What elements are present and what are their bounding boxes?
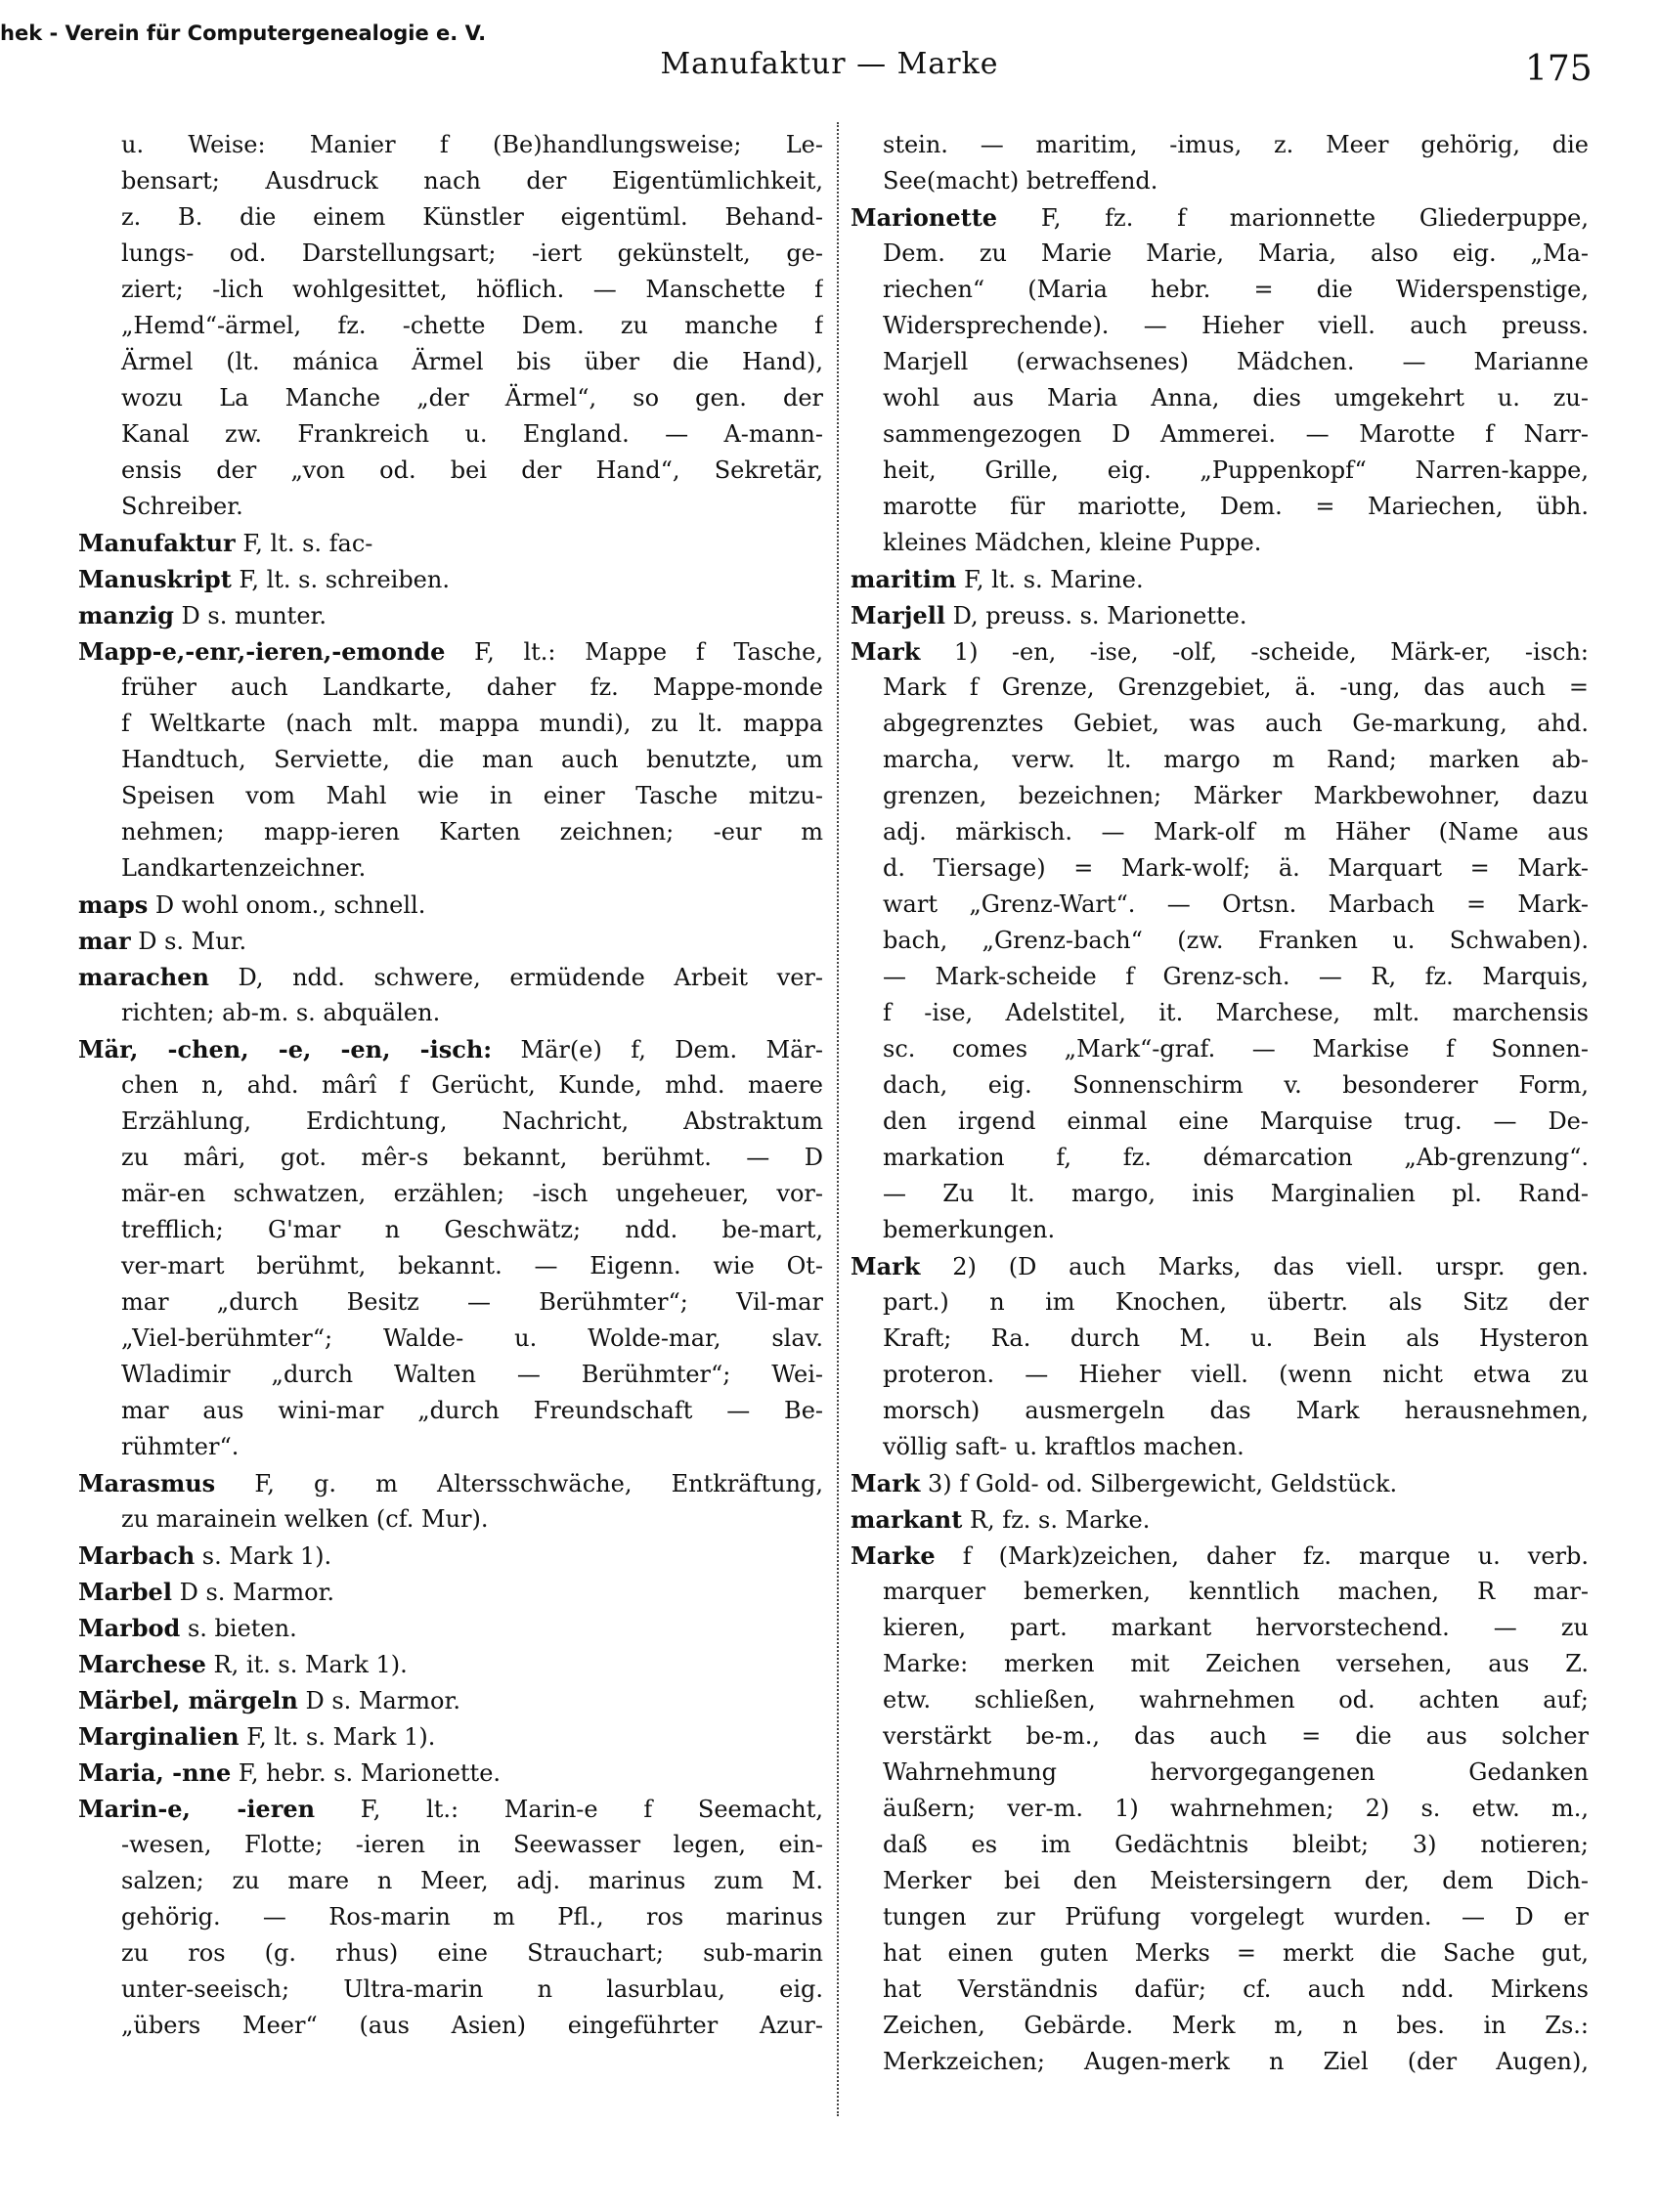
headword: Maria, -nne <box>78 1758 232 1787</box>
line-text: F, lt.: Marin-e f Seemacht, <box>315 1796 823 1823</box>
text-line <box>851 1393 1589 1429</box>
line-text: markation f, fz. démarcation „Ab-grenzung“. <box>883 1144 1589 1171</box>
text-line <box>78 344 823 380</box>
text-line <box>851 308 1589 344</box>
line-text: F, lt. s. fac- <box>235 530 373 557</box>
line-text: F, lt. s. schreiben. <box>231 566 450 593</box>
line-text: D s. Mur. <box>130 928 247 955</box>
text-line <box>78 670 823 706</box>
line-text: D s. Marmor. <box>171 1579 335 1606</box>
headword: Marasmus <box>78 1469 216 1497</box>
text-line <box>78 1067 823 1104</box>
line-text: tungen zur Prüfung vorgelegt wurden. — D er <box>883 1903 1589 1930</box>
line-text: proteron. — Hieher viell. (wenn nicht etwa zu <box>883 1361 1589 1388</box>
headword: Mark <box>851 1252 921 1280</box>
headword: Mär, -chen, -e, -en, -isch: <box>78 1035 493 1063</box>
text-line <box>78 2008 823 2044</box>
line-text: mar „durch Besitz — Berühmter“; Vil-mar <box>121 1288 823 1316</box>
dictionary-entry-line <box>851 199 1589 236</box>
text-line <box>78 1357 823 1393</box>
line-text: F, hebr. s. Marionette. <box>231 1759 502 1787</box>
line-text: wozu La Manche „der Ärmel“, so gen. der <box>121 384 823 412</box>
text-line <box>78 453 823 489</box>
line-text: Merkzeichen; Augen-merk n Ziel (der Augen), <box>883 2048 1589 2075</box>
text-line <box>851 887 1589 923</box>
text-line <box>78 706 823 742</box>
text-line <box>851 1755 1589 1791</box>
line-text: bensart; Ausdruck nach der Eigentümlichkeit, <box>121 167 823 195</box>
line-text: f (Mark)zeichen, daher fz. marque u. verb. <box>935 1542 1589 1570</box>
line-text: Wladimir „durch Walten — Berühmter“; Wei- <box>121 1361 823 1388</box>
page-number: 175 <box>1525 49 1593 89</box>
line-text: verstärkt be-m., das auch = die aus solcher <box>883 1722 1589 1750</box>
line-text: D wohl onom., schnell. <box>148 891 426 919</box>
text-line <box>851 1574 1589 1610</box>
line-text: Mark f Grenze, Grenzgebiet, ä. -ung, das auch = <box>883 673 1589 701</box>
text-line <box>851 814 1589 850</box>
line-text: z. B. die einem Künstler eigentüml. Behand- <box>121 203 823 231</box>
line-text: ensis der „von od. bei der Hand“, Sekretär, <box>121 456 823 484</box>
line-text: den irgend einmal eine Marquise trug. — De- <box>883 1107 1589 1135</box>
text-line <box>851 1972 1589 2008</box>
line-text: -wesen, Flotte; -ieren in Seewasser legen, ein- <box>121 1831 823 1858</box>
text-line <box>78 1429 823 1465</box>
text-line <box>78 308 823 344</box>
dictionary-entry-line <box>78 1682 823 1718</box>
text-line <box>851 2008 1589 2044</box>
line-text: part.) n im Knochen, übertr. als Sitz der <box>883 1288 1589 1316</box>
text-line <box>78 416 823 453</box>
text-line <box>78 199 823 236</box>
dictionary-entry-line <box>851 1248 1589 1284</box>
headword: Mark <box>851 1469 921 1497</box>
line-text: 2) (D auch Marks, das viell. urspr. gen. <box>920 1253 1589 1280</box>
dictionary-entry-line <box>78 633 823 670</box>
line-text: Kanal zw. Frankreich u. England. — A-mann- <box>121 420 823 448</box>
line-text: 1) -en, -ise, -olf, -scheide, Märk-er, -isch: <box>920 638 1589 666</box>
text-line <box>78 272 823 308</box>
text-line <box>78 778 823 814</box>
dictionary-entry-line <box>78 1718 823 1755</box>
line-text: — Mark-scheide f Grenz-sch. — R, fz. Marquis, <box>883 963 1589 990</box>
line-text: d. Tiersage) = Mark-wolf; ä. Marquart = Mark- <box>883 854 1589 882</box>
text-line <box>851 850 1589 887</box>
line-text: F, lt.: Mappe f Tasche, <box>445 638 823 666</box>
text-line <box>78 1321 823 1357</box>
text-line <box>78 127 823 163</box>
text-line <box>78 1393 823 1429</box>
text-line <box>851 995 1589 1031</box>
text-line <box>851 1935 1589 1972</box>
dictionary-entry-line <box>851 561 1589 597</box>
line-text: F, g. m Altersschwäche, Entkräftung, <box>215 1470 823 1497</box>
line-text: D, ndd. schwere, ermüdende Arbeit ver- <box>208 964 823 991</box>
watermark: hek - Verein für Computergenealogie e. V. <box>0 22 487 45</box>
text-line <box>851 525 1589 561</box>
line-text: chen n, ahd. mârî f Gerücht, Kunde, mhd. maere <box>121 1071 823 1099</box>
line-text: F, lt. s. Mark 1). <box>239 1723 436 1751</box>
text-line <box>851 742 1589 778</box>
text-line <box>851 272 1589 308</box>
line-text: Mär(e) f, Dem. Mär- <box>492 1036 823 1063</box>
line-text: D s. Marmor. <box>297 1687 460 1714</box>
dictionary-entry-line <box>851 633 1589 670</box>
line-text: unter-seeisch; Ultra-marin n lasurblau, eig. <box>121 1975 823 2003</box>
line-text: gehörig. — Ros-marin m Pfl., ros marinus <box>121 1903 823 1930</box>
line-text: äußern; ver-m. 1) wahrnehmen; 2) s. etw. m., <box>883 1795 1589 1822</box>
text-line <box>78 1899 823 1935</box>
dictionary-entry-line <box>851 1538 1589 1574</box>
line-text: kieren, part. markant hervorstechend. — zu <box>883 1614 1589 1641</box>
headword: maps <box>78 890 149 919</box>
text-line <box>78 1827 823 1863</box>
dictionary-entry-line <box>78 1574 823 1610</box>
line-text: Handtuch, Serviette, die man auch benutzte, um <box>121 746 823 773</box>
dictionary-entry-line <box>78 561 823 597</box>
text-line <box>78 1104 823 1140</box>
dictionary-entry-line <box>78 597 823 633</box>
text-line <box>851 670 1589 706</box>
column-divider <box>837 122 839 2116</box>
text-line <box>78 1176 823 1212</box>
line-text: Merker bei den Meistersingern der, dem Dich- <box>883 1867 1589 1894</box>
text-line <box>78 1248 823 1284</box>
headword: Marginalien <box>78 1722 240 1751</box>
line-text: f -ise, Adelstitel, it. Marchese, mlt. marchensis <box>883 999 1589 1026</box>
line-text: hat einen guten Merks = merkt die Sache gut, <box>883 1939 1589 1967</box>
line-text: „Viel-berühmter“; Walde- u. Wolde-mar, slav. <box>121 1324 823 1352</box>
line-text: D, preuss. s. Marionette. <box>944 602 1247 629</box>
line-text: Landkartenzeichner. <box>121 854 367 882</box>
line-text: D s. munter. <box>173 602 327 629</box>
dictionary-entry-line <box>78 1610 823 1646</box>
line-text: Wahrnehmung hervorgegangenen Gedanken <box>883 1758 1589 1786</box>
line-text: völlig saft- u. kraftlos machen. <box>883 1433 1244 1460</box>
line-text: lungs- od. Darstellungsart; -iert gekünstelt, ge- <box>121 239 823 267</box>
text-line <box>851 923 1589 959</box>
text-line <box>851 1610 1589 1646</box>
text-line <box>851 1791 1589 1827</box>
headword: mar <box>78 927 131 955</box>
line-text: R, fz. s. Marke. <box>962 1506 1151 1534</box>
headword: Marin-e, -ieren <box>78 1795 316 1823</box>
line-text: See(macht) betreffend. <box>883 167 1158 195</box>
line-text: Schreiber. <box>121 493 243 520</box>
text-line <box>851 1176 1589 1212</box>
line-text: nehmen; mapp-ieren Karten zeichnen; -eur m <box>121 818 823 846</box>
dictionary-entry-line <box>78 1755 823 1791</box>
line-text: marotte für mariotte, Dem. = Mariechen, übh. <box>883 493 1589 520</box>
line-text: — Zu lt. margo, inis Marginalien pl. Rand- <box>883 1180 1589 1207</box>
line-text: marcha, verw. lt. margo m Rand; marken ab- <box>883 746 1589 773</box>
line-text: F, fz. f marionnette Gliederpuppe, <box>997 204 1589 232</box>
line-text: bach, „Grenz-bach“ (zw. Franken u. Schwaben). <box>883 927 1589 954</box>
line-text: R, it. s. Mark 1). <box>205 1651 408 1678</box>
headword: maritim <box>851 565 957 593</box>
headword: Manufaktur <box>78 529 236 557</box>
line-text: mar aus wini-mar „durch Freundschaft — Be- <box>121 1397 823 1424</box>
text-line <box>78 1140 823 1176</box>
line-text: trefflich; G'mar n Geschwätz; ndd. be-mart, <box>121 1216 823 1243</box>
headword: marachen <box>78 963 209 991</box>
line-text: s. Mark 1). <box>195 1542 332 1570</box>
right-column <box>851 127 1589 2080</box>
line-text: „Hemd“-ärmel, fz. -chette Dem. zu manche f <box>121 312 823 339</box>
text-line <box>78 1212 823 1248</box>
headword: Manuskript <box>78 565 232 593</box>
text-line <box>851 344 1589 380</box>
left-column <box>78 127 823 2044</box>
line-text: Erzählung, Erdichtung, Nachricht, Abstraktum <box>121 1107 823 1135</box>
dictionary-entry-line <box>78 923 823 959</box>
line-text: etw. schließen, wahrnehmen od. achten auf; <box>883 1686 1589 1713</box>
text-line <box>78 1284 823 1321</box>
text-line <box>851 1321 1589 1357</box>
line-text: salzen; zu mare n Meer, adj. marinus zum M. <box>121 1867 823 1894</box>
line-text: zu marainein welken (cf. Mur). <box>121 1505 489 1533</box>
text-line <box>851 1682 1589 1718</box>
line-text: Kraft; Ra. durch M. u. Bein als Hysteron <box>883 1324 1589 1352</box>
line-text: wart „Grenz-Wart“. — Ortsn. Marbach = Mark- <box>883 890 1589 918</box>
line-text: wohl aus Maria Anna, dies umgekehrt u. zu- <box>883 384 1589 412</box>
dictionary-entry-line <box>78 1791 823 1827</box>
text-line <box>851 1104 1589 1140</box>
text-line <box>851 1718 1589 1755</box>
line-text: F, lt. s. Marine. <box>956 566 1144 593</box>
text-line <box>851 959 1589 995</box>
line-text: richten; ab-m. s. abquälen. <box>121 999 441 1026</box>
dictionary-entry-line <box>78 887 823 923</box>
headword: Marchese <box>78 1650 206 1678</box>
text-line <box>851 127 1589 163</box>
line-text: Dem. zu Marie Marie, Maria, also eig. „Ma- <box>883 239 1589 267</box>
headword: Mapp-e,-enr,-ieren,-emonde <box>78 637 446 666</box>
text-line <box>851 1863 1589 1899</box>
dictionary-entry-line <box>851 597 1589 633</box>
headword: Mark <box>851 637 921 666</box>
line-text: Marke: merken mit Zeichen versehen, aus Z. <box>883 1650 1589 1677</box>
line-text: ver-mart berühmt, bekannt. — Eigenn. wie Ot- <box>121 1252 823 1279</box>
text-line <box>851 163 1589 199</box>
dictionary-entry-line <box>78 959 823 995</box>
dictionary-entry-line <box>851 1501 1589 1538</box>
text-line <box>851 1429 1589 1465</box>
text-line <box>78 1972 823 2008</box>
line-text: 3) f Gold- od. Silbergewicht, Geldstück. <box>920 1470 1398 1497</box>
headword: Marbach <box>78 1541 196 1570</box>
headword: Märbel, märgeln <box>78 1686 298 1714</box>
headword: manzig <box>78 601 174 629</box>
line-text: grenzen, bezeichnen; Märker Markbewohner, dazu <box>883 782 1589 809</box>
line-text: Zeichen, Gebärde. Merk m, n bes. in Zs.: <box>883 2012 1589 2039</box>
dictionary-entry-line <box>78 1646 823 1682</box>
line-text: „übers Meer“ (aus Asien) eingeführter Azur- <box>121 2012 823 2039</box>
text-line <box>78 1501 823 1538</box>
line-text: Speisen vom Mahl wie in einer Tasche mitzu- <box>121 782 823 809</box>
text-line <box>851 453 1589 489</box>
text-line <box>78 236 823 272</box>
line-text: marquer bemerken, kenntlich machen, R mar- <box>883 1578 1589 1605</box>
text-line <box>851 236 1589 272</box>
text-line <box>78 995 823 1031</box>
text-line <box>851 706 1589 742</box>
running-title: Manufaktur — Marke <box>660 47 999 81</box>
line-text: zu mâri, got. mêr-s bekannt, berühmt. — D <box>121 1144 823 1171</box>
text-line <box>851 1827 1589 1863</box>
text-line <box>78 163 823 199</box>
line-text: s. bieten. <box>180 1615 297 1642</box>
line-text: mär-en schwatzen, erzählen; -isch ungeheuer, vor- <box>121 1180 823 1207</box>
text-line <box>851 2044 1589 2080</box>
line-text: heit, Grille, eig. „Puppenkopf“ Narren-kappe, <box>883 456 1589 484</box>
headword: Marke <box>851 1541 936 1570</box>
line-text: kleines Mädchen, kleine Puppe. <box>883 529 1262 556</box>
text-line <box>851 1646 1589 1682</box>
text-line <box>78 1863 823 1899</box>
text-line <box>78 742 823 778</box>
line-text: adj. märkisch. — Mark-olf m Häher (Name aus <box>883 818 1589 846</box>
line-text: morsch) ausmergeln das Mark herausnehmen, <box>883 1397 1589 1424</box>
line-text: stein. — maritim, -imus, z. Meer gehörig, die <box>883 131 1589 158</box>
text-line <box>78 489 823 525</box>
dictionary-entry-line <box>78 1031 823 1067</box>
headword: Marbod <box>78 1614 181 1642</box>
line-text: riechen“ (Maria hebr. = die Widerspenstige, <box>883 276 1589 303</box>
line-text: f Weltkarte (nach mlt. mappa mundi), zu lt. mappa <box>121 710 823 737</box>
line-text: sc. comes „Mark“-graf. — Markise f Sonnen- <box>883 1035 1589 1063</box>
text-line <box>851 489 1589 525</box>
text-line <box>851 1899 1589 1935</box>
dictionary-entry-line <box>851 1465 1589 1501</box>
text-line <box>851 1284 1589 1321</box>
line-text: ziert; -lich wohlgesittet, höflich. — Manschette f <box>121 276 823 303</box>
line-text: bemerkungen. <box>883 1216 1056 1243</box>
line-text: Widersprechende). — Hieher viell. auch preuss. <box>883 312 1589 339</box>
line-text: daß es im Gedächtnis bleibt; 3) notieren; <box>883 1831 1589 1858</box>
text-line <box>851 1140 1589 1176</box>
dictionary-entry-line <box>78 1538 823 1574</box>
text-line <box>851 1067 1589 1104</box>
text-line <box>78 850 823 887</box>
line-text: rühmter“. <box>121 1433 240 1460</box>
text-line <box>851 416 1589 453</box>
line-text: früher auch Landkarte, daher fz. Mappe-monde <box>121 673 823 701</box>
line-text: Ärmel (lt. mánica Ärmel bis über die Hand), <box>121 348 823 375</box>
text-line <box>78 380 823 416</box>
headword: Marionette <box>851 203 998 232</box>
text-line <box>851 1031 1589 1067</box>
text-line <box>78 1935 823 1972</box>
line-text: dach, eig. Sonnenschirm v. besonderer Form, <box>883 1071 1589 1099</box>
headword: Marbel <box>78 1578 172 1606</box>
line-text: hat Verständnis dafür; cf. auch ndd. Mirkens <box>883 1975 1589 2003</box>
line-text: abgegrenztes Gebiet, was auch Ge-markung, ahd. <box>883 710 1589 737</box>
line-text: u. Weise: Manier f (Be)handlungsweise; Le- <box>121 131 823 158</box>
line-text: Marjell (erwachsenes) Mädchen. — Marianne <box>883 348 1589 375</box>
dictionary-entry-line <box>78 1465 823 1501</box>
line-text: zu ros (g. rhus) eine Strauchart; sub-marin <box>121 1939 823 1967</box>
line-text: sammengezogen D Ammerei. — Marotte f Narr- <box>883 420 1589 448</box>
headword: markant <box>851 1505 963 1534</box>
dictionary-entry-line <box>78 525 823 561</box>
text-line <box>851 1357 1589 1393</box>
text-line <box>851 778 1589 814</box>
text-line <box>851 380 1589 416</box>
text-line <box>78 814 823 850</box>
text-line <box>851 1212 1589 1248</box>
headword: Marjell <box>851 601 945 629</box>
